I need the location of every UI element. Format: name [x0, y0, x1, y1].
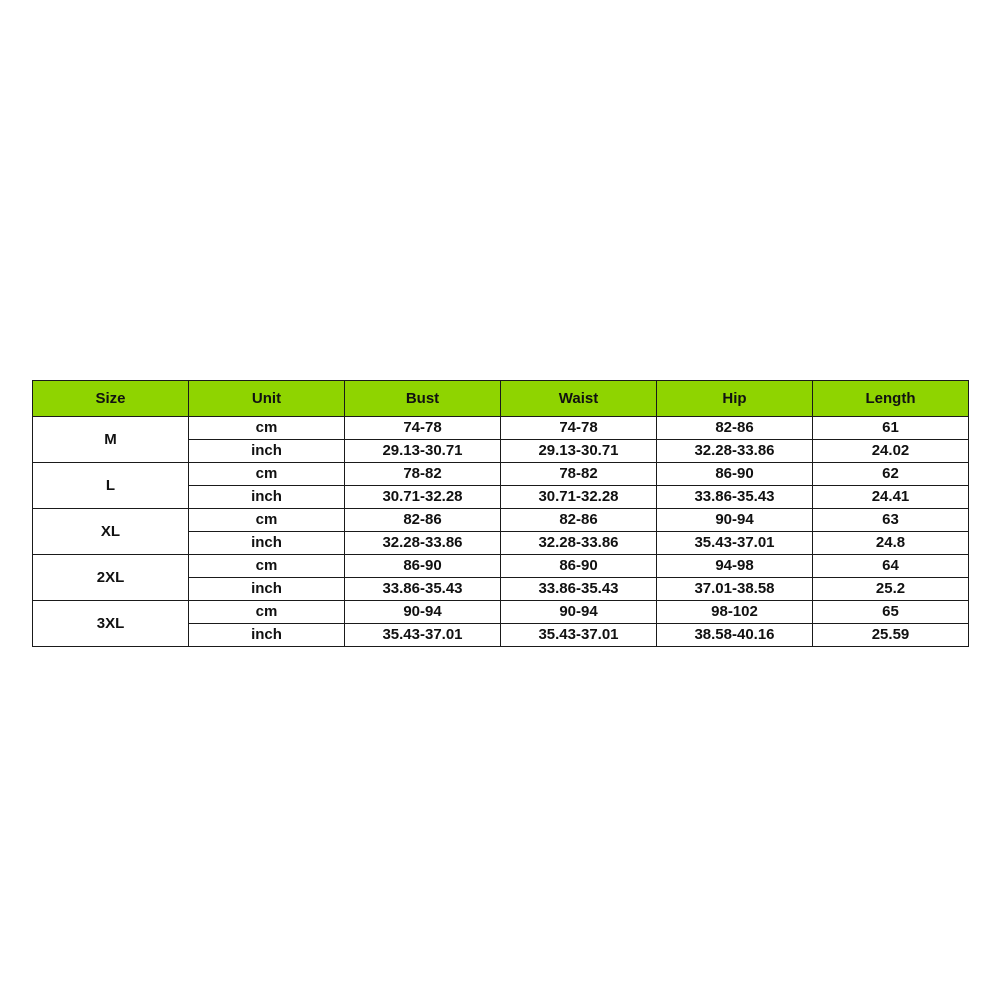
bust-cell: 82-86	[345, 509, 501, 532]
bust-cell: 78-82	[345, 463, 501, 486]
waist-cell: 74-78	[501, 417, 657, 440]
table-row	[33, 417, 969, 440]
waist-cell: 78-82	[501, 463, 657, 486]
length-cell: 62	[813, 463, 969, 486]
size-label: 3XL	[33, 601, 189, 647]
hip-cell: 94-98	[657, 555, 813, 578]
bust-cell: 35.43-37.01	[345, 624, 501, 647]
hip-cell: 32.28-33.86	[657, 440, 813, 463]
hip-cell: 33.86-35.43	[657, 486, 813, 509]
waist-cell: 33.86-35.43	[501, 578, 657, 601]
header-length: Length	[813, 381, 969, 417]
unit-cell: inch	[189, 486, 345, 509]
waist-cell: 32.28-33.86	[501, 532, 657, 555]
table-row	[33, 601, 969, 624]
waist-cell: 35.43-37.01	[501, 624, 657, 647]
length-cell: 24.8	[813, 532, 969, 555]
unit-cell: cm	[189, 601, 345, 624]
unit-cell: cm	[189, 417, 345, 440]
waist-cell: 90-94	[501, 601, 657, 624]
hip-cell: 82-86	[657, 417, 813, 440]
table-row	[33, 463, 969, 486]
unit-cell: cm	[189, 509, 345, 532]
length-cell: 25.2	[813, 578, 969, 601]
length-cell: 65	[813, 601, 969, 624]
size-chart-table	[32, 380, 969, 647]
length-cell: 64	[813, 555, 969, 578]
size-label: L	[33, 463, 189, 509]
hip-cell: 98-102	[657, 601, 813, 624]
waist-cell: 86-90	[501, 555, 657, 578]
header-unit: Unit	[189, 381, 345, 417]
hip-cell: 35.43-37.01	[657, 532, 813, 555]
header-hip: Hip	[657, 381, 813, 417]
bust-cell: 74-78	[345, 417, 501, 440]
bust-cell: 29.13-30.71	[345, 440, 501, 463]
unit-cell: cm	[189, 555, 345, 578]
waist-cell: 29.13-30.71	[501, 440, 657, 463]
header-row	[33, 381, 969, 417]
unit-cell: inch	[189, 440, 345, 463]
unit-cell: inch	[189, 624, 345, 647]
hip-cell: 38.58-40.16	[657, 624, 813, 647]
bust-cell: 90-94	[345, 601, 501, 624]
size-label: 2XL	[33, 555, 189, 601]
header-bust: Bust	[345, 381, 501, 417]
unit-cell: inch	[189, 532, 345, 555]
bust-cell: 32.28-33.86	[345, 532, 501, 555]
length-cell: 24.02	[813, 440, 969, 463]
header-size: Size	[33, 381, 189, 417]
table-row	[33, 555, 969, 578]
hip-cell: 86-90	[657, 463, 813, 486]
size-label: XL	[33, 509, 189, 555]
table-row	[33, 509, 969, 532]
size-label: M	[33, 417, 189, 463]
bust-cell: 86-90	[345, 555, 501, 578]
header-waist: Waist	[501, 381, 657, 417]
waist-cell: 82-86	[501, 509, 657, 532]
length-cell: 24.41	[813, 486, 969, 509]
length-cell: 63	[813, 509, 969, 532]
bust-cell: 30.71-32.28	[345, 486, 501, 509]
unit-cell: inch	[189, 578, 345, 601]
unit-cell: cm	[189, 463, 345, 486]
waist-cell: 30.71-32.28	[501, 486, 657, 509]
bust-cell: 33.86-35.43	[345, 578, 501, 601]
length-cell: 61	[813, 417, 969, 440]
hip-cell: 37.01-38.58	[657, 578, 813, 601]
hip-cell: 90-94	[657, 509, 813, 532]
length-cell: 25.59	[813, 624, 969, 647]
